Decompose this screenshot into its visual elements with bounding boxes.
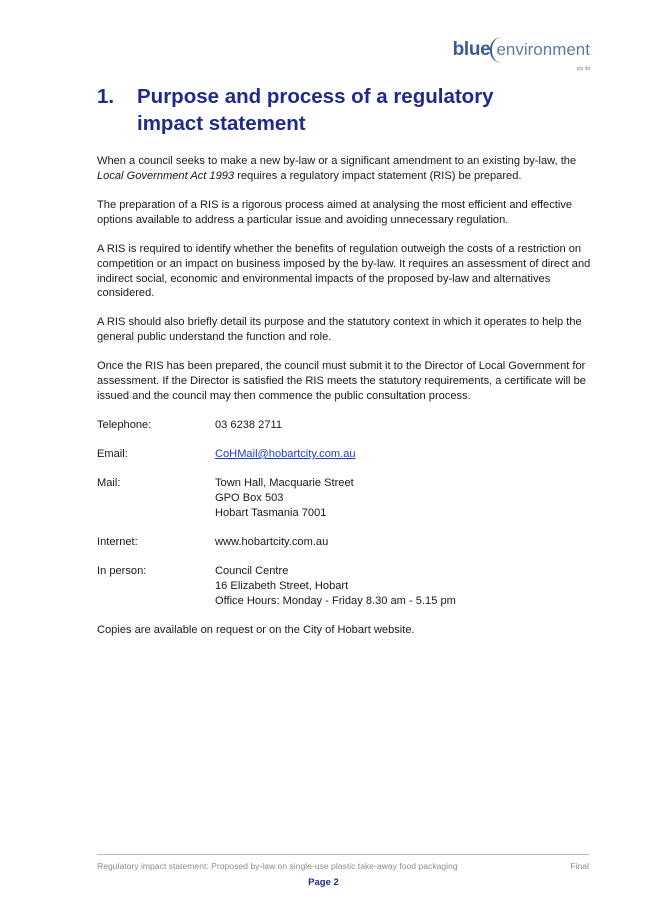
mail-label: Mail: [97,477,121,489]
footer-status: Final [570,861,589,871]
section-heading [97,83,557,137]
in-person-details [215,564,456,608]
in-person-line: Office Hours: Monday - Friday 8.30 am - 5.15 pm [215,594,456,607]
logo-environment-word: environment [496,40,590,59]
logo-blue-text: blue [452,39,491,60]
footer-document-title: Regulatory impact statement: Proposed by-law on single-use plastic take-away food packaging [97,861,458,871]
logo-environment-text [490,40,590,72]
page-number: Page 2 [308,877,339,888]
contact-internet [97,535,592,550]
paragraph-5 [97,359,592,403]
contact-mail [97,476,592,520]
paragraph-5-text: Once the RIS has been prepared, the council must submit it to the Director of Local Government for assessment. If the Director is satisfied the RIS meets the statutory requirements, a certificate will be issued and the council may then commence the public consultation process. [97,360,586,402]
section-number: 1. [97,85,115,108]
paragraph-2 [97,198,592,228]
mail-line: Town Hall, Macquarie Street [215,477,354,489]
paragraph-3-text: A RIS is required to identify whether the benefits of regulation outweigh the costs of a restriction on competition or an impact on business imposed by the by-law. It requires an assessment of direct and indirect social, economic and environmental impacts of the proposed by-law and alternatives considered. [97,243,591,300]
paragraph-3 [97,242,592,301]
paragraph-1-text-b: requires a regulatory impact statement (RIS) be prepared. [234,169,522,182]
section-title: Purpose and process of a regulatory impact statement [137,85,494,135]
in-person-line: 16 Elizabeth Street, Hobart [215,579,349,592]
company-logo [452,39,590,72]
in-person-label: In person: [97,565,147,577]
paragraph-1 [97,154,592,184]
mail-line: Hobart Tasmania 7001 [215,506,327,519]
paragraph-2-text: The preparation of a RIS is a rigorous process aimed at analysing the most efficient and effective options available to address a particular issue and avoiding unnecessary regulation. [97,199,573,226]
email-label: Email: [97,448,128,460]
contact-telephone [97,418,592,433]
internet-value: www.hobartcity.com.au [215,536,329,548]
internet-label: Internet: [97,536,138,548]
telephone-value: 03 6238 2711 [215,419,283,431]
logo-suffix: pty ltd [576,66,590,72]
act-name: Local Government Act 1993 [97,169,235,182]
footer-divider [97,854,589,855]
telephone-label: Telephone: [97,419,152,431]
email-link[interactable]: CoHMail@hobartcity.com.au [215,448,356,460]
mail-line: GPO Box 503 [215,491,284,504]
in-person-line: Council Centre [215,565,289,577]
closing-text: Copies are available on request or on the City of Hobart website. [97,624,415,636]
paragraph-4 [97,315,592,345]
closing-paragraph [97,623,592,638]
contact-in-person [97,564,592,608]
mail-address [215,476,354,520]
contact-email [97,447,592,462]
logo-arc-icon [490,37,504,63]
paragraph-4-text: A RIS should also briefly detail its purpose and the statutory context in which it operates to help the general public understand the function and role. [97,316,582,343]
paragraph-1-text-a: When a council seeks to make a new by-law or a significant amendment to an existing by-law, the [97,155,577,167]
